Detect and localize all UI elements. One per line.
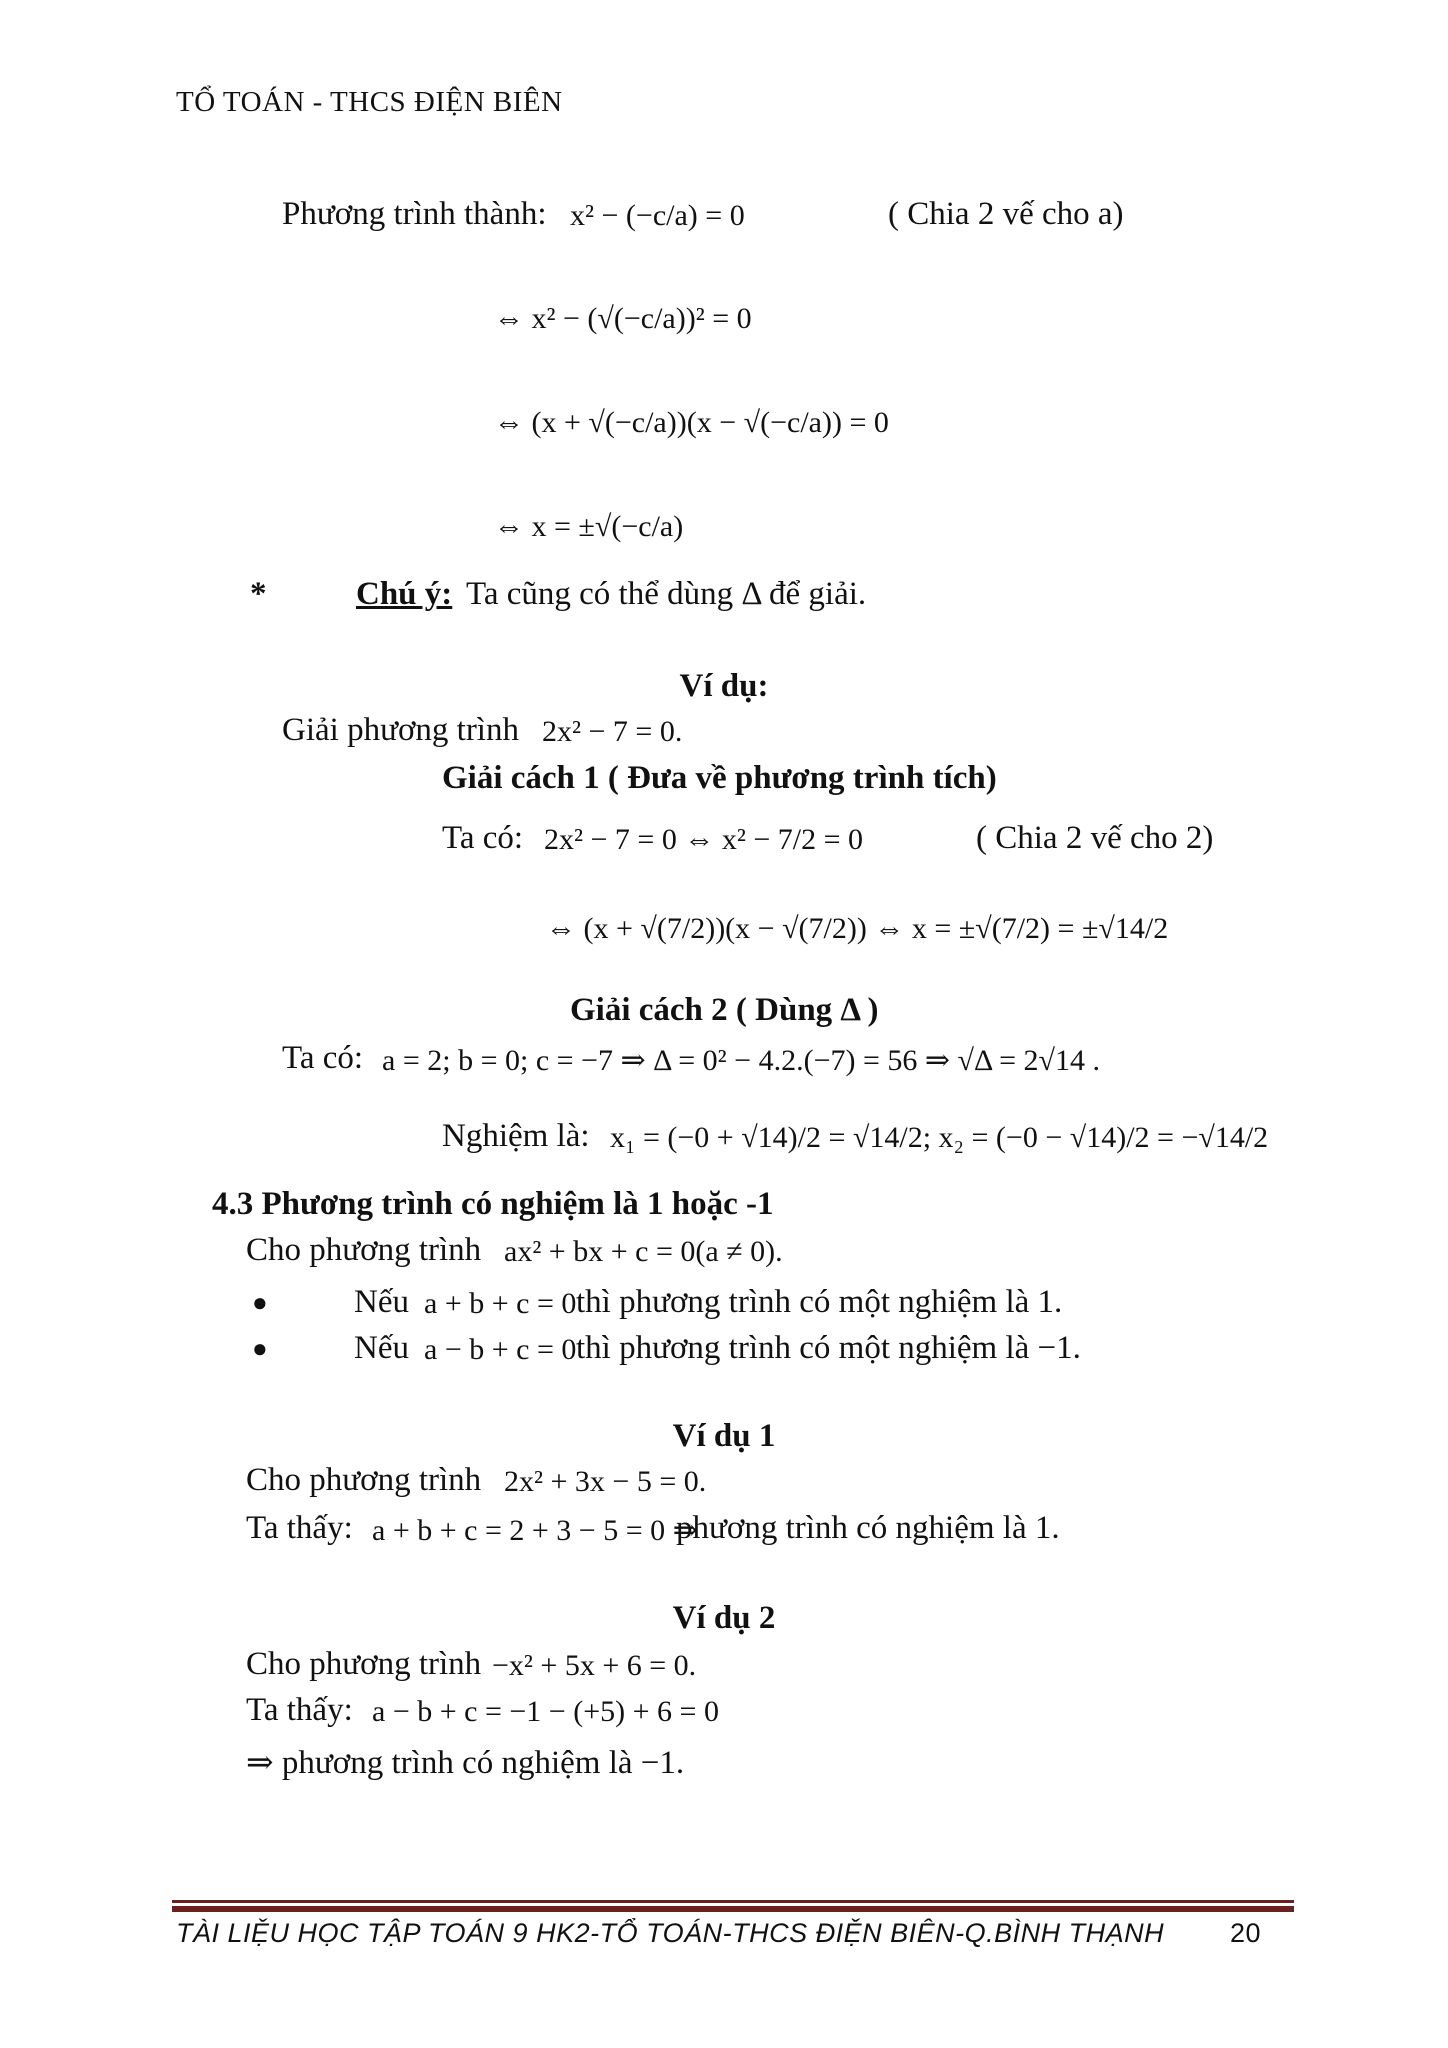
page-header: TỔ TOÁN - THCS ĐIỆN BIÊN xyxy=(176,86,563,118)
bullet-icon: ● xyxy=(252,1334,268,1363)
bullet2-post: thì phương trình có một nghiệm là −1. xyxy=(576,1330,1081,1366)
bullet2-equation: a − b + c = 0 xyxy=(424,1333,577,1366)
method1-line2: ⇔ (x + √(7/2))(x − √(7/2)) ⇔ x = ±√(7/2) = ±√14/2 xyxy=(546,912,1169,945)
example-problem-label: Giải phương trình xyxy=(282,712,519,748)
method2-title: Giải cách 2 ( Dùng Δ ) xyxy=(570,992,879,1028)
section-title: 4.3 Phương trình có nghiệm là 1 hoặc -1 xyxy=(212,1186,774,1222)
example1-line1-label: Cho phương trình xyxy=(246,1462,482,1498)
example-title: Ví dụ: xyxy=(679,668,769,704)
example2-line2-equation: a − b + c = −1 − (+5) + 6 = 0 xyxy=(372,1695,719,1728)
s1-line2-equation: ⇔ x² − (√(−c/a))² = 0 xyxy=(494,302,752,335)
footer-rule-thick xyxy=(172,1906,1294,1912)
method1-title: Giải cách 1 ( Đưa về phương trình tích) xyxy=(442,760,997,796)
footer-text: TÀI LIỆU HỌC TẬP TOÁN 9 HK2-TỔ TOÁN-THCS ĐIỆN BIÊN-Q.BÌNH THẠNH xyxy=(176,1918,1165,1948)
roots-equation: x₁ = (−0 + √14)/2 = √14/2; x₂ = (−0 − √14)/2 = −√14/2 xyxy=(610,1121,1269,1154)
example1-line1-equation: 2x² + 3x − 5 = 0. xyxy=(504,1465,707,1498)
s1-line1-label: Phương trình thành: xyxy=(282,196,547,232)
note-text: Ta cũng có thể dùng Δ để giải. xyxy=(466,576,867,612)
note-label: Chú ý: xyxy=(356,576,453,612)
s1-line1-note: ( Chia 2 vế cho a) xyxy=(888,196,1124,232)
example1-line2-label: Ta thấy: xyxy=(246,1510,353,1546)
example1-line2-equation: a + b + c = 2 + 3 − 5 = 0 ⇒ xyxy=(372,1514,698,1547)
s1-line3-equation: ⇔ (x + √(−c/a))(x − √(−c/a)) = 0 xyxy=(494,406,889,439)
roots-label: Nghiệm là: xyxy=(442,1118,590,1154)
method1-label: Ta có: xyxy=(442,820,524,856)
footer-rule-thin xyxy=(172,1900,1294,1903)
example2-line3: ⇒ phương trình có nghiệm là −1. xyxy=(246,1745,685,1781)
example1-title: Ví dụ 1 xyxy=(672,1418,776,1454)
example1-line2-post: phương trình có nghiệm là 1. xyxy=(676,1510,1060,1546)
page-number: 20 xyxy=(1230,1918,1262,1948)
section-intro-equation: ax² + bx + c = 0(a ≠ 0). xyxy=(504,1235,783,1268)
method1-equation: 2x² − 7 = 0 ⇔ x² − 7/2 = 0 xyxy=(544,823,863,856)
example2-line1-equation: −x² + 5x + 6 = 0. xyxy=(492,1649,697,1682)
s1-line4-equation: ⇔ x = ±√(−c/a) xyxy=(494,510,684,543)
bullet2-pre: Nếu xyxy=(354,1330,409,1366)
section-intro-label: Cho phương trình xyxy=(246,1232,482,1268)
method1-note: ( Chia 2 vế cho 2) xyxy=(976,820,1214,856)
bullet1-pre: Nếu xyxy=(354,1284,409,1320)
method2-label: Ta có: xyxy=(282,1040,364,1076)
method2-equation: a = 2; b = 0; c = −7 ⇒ Δ = 0² − 4.2.(−7) = 56 ⇒ √Δ = 2√14 . xyxy=(382,1044,1101,1077)
example2-line1-label: Cho phương trình xyxy=(246,1646,482,1682)
note-star: * xyxy=(250,576,267,612)
bullet1-post: thì phương trình có một nghiệm là 1. xyxy=(576,1284,1063,1320)
bullet-icon: ● xyxy=(252,1288,268,1317)
example-problem-equation: 2x² − 7 = 0. xyxy=(542,715,683,748)
s1-line1-equation: x² − (−c/a) = 0 xyxy=(570,199,745,232)
bullet1-equation: a + b + c = 0 xyxy=(424,1287,577,1320)
example2-title: Ví dụ 2 xyxy=(672,1600,776,1636)
example2-line2-label: Ta thấy: xyxy=(246,1692,353,1728)
